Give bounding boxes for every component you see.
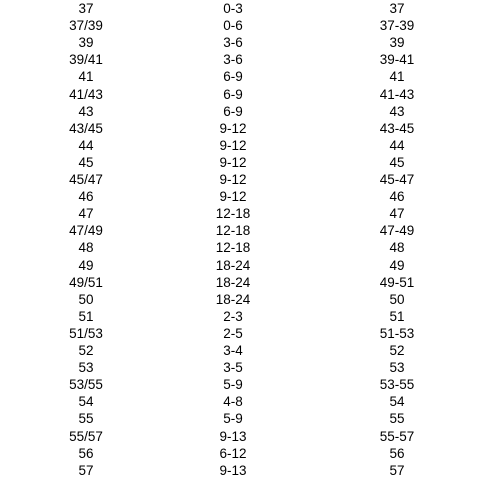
table-row — [0, 291, 500, 308]
size-cell: 55 — [78, 411, 94, 427]
size-range-cell: 45 — [389, 154, 405, 170]
size-range-cell: 49-51 — [379, 274, 415, 290]
age-range-cell: 9-13 — [219, 462, 247, 478]
size-cell: 48 — [78, 240, 94, 256]
age-range-cell: 6-9 — [223, 103, 243, 119]
table-row — [0, 171, 500, 188]
age-range-cell: 4-8 — [223, 394, 243, 410]
age-range-cell: 9-12 — [219, 154, 247, 170]
age-range-cell: 9-12 — [219, 137, 247, 153]
age-range-cell: 5-9 — [223, 377, 243, 393]
table-row — [0, 274, 500, 291]
size-range-cell: 48 — [389, 240, 405, 256]
size-range-cell: 45-47 — [379, 172, 415, 187]
size-range-cell: 37 — [389, 1, 405, 16]
age-range-cell: 2-3 — [223, 308, 243, 324]
size-range-cell: 49 — [389, 257, 405, 273]
size-cell: 51/53 — [69, 325, 103, 341]
size-cell: 47/49 — [69, 223, 103, 239]
age-range-cell: 3-4 — [223, 343, 243, 358]
size-cell: 45/47 — [69, 172, 103, 187]
size-cell: 39 — [78, 35, 94, 51]
table-row — [0, 0, 500, 17]
age-range-cell: 18-24 — [215, 257, 251, 273]
size-cell: 43/45 — [69, 120, 103, 136]
size-range-cell: 39 — [389, 35, 405, 51]
table-row — [0, 137, 500, 154]
size-cell: 57 — [78, 462, 94, 478]
size-cell: 49/51 — [69, 274, 103, 290]
size-range-cell: 47 — [389, 206, 405, 222]
age-range-cell: 12-18 — [215, 240, 251, 256]
size-cell: 46 — [78, 189, 94, 205]
size-cell: 39/41 — [69, 52, 103, 68]
table-row — [0, 325, 500, 342]
table-row — [0, 359, 500, 376]
size-range-cell: 51 — [389, 308, 405, 324]
table-row — [0, 428, 500, 445]
table-row — [0, 376, 500, 393]
size-cell: 54 — [78, 394, 94, 410]
size-range-cell: 46 — [389, 189, 405, 205]
size-range-cell: 53-55 — [379, 377, 415, 393]
table-row — [0, 222, 500, 239]
table-row — [0, 188, 500, 205]
age-range-cell: 2-5 — [223, 325, 243, 341]
age-range-cell: 6-12 — [219, 445, 247, 461]
size-cell: 37 — [78, 1, 94, 16]
size-range-cell: 55 — [389, 411, 405, 427]
table-row — [0, 68, 500, 85]
size-range-cell: 53 — [389, 360, 405, 376]
age-range-cell: 9-13 — [219, 428, 247, 444]
age-range-cell: 5-9 — [223, 411, 243, 427]
size-range-cell: 50 — [389, 291, 405, 307]
age-range-cell: 3-5 — [223, 360, 243, 376]
size-cell: 51 — [78, 308, 94, 324]
age-range-cell: 3-6 — [223, 52, 243, 68]
size-range-cell: 47-49 — [379, 223, 415, 239]
size-cell: 37/39 — [69, 18, 103, 34]
table-row — [0, 410, 500, 427]
table-row — [0, 154, 500, 171]
table-row — [0, 393, 500, 410]
size-range-cell: 41 — [389, 69, 405, 85]
size-cell: 41/43 — [69, 86, 103, 102]
table-row — [0, 34, 500, 51]
size-cell: 43 — [78, 103, 94, 119]
size-range-cell: 56 — [389, 445, 405, 461]
age-range-cell: 0-3 — [223, 1, 243, 16]
size-range-cell: 44 — [389, 137, 405, 153]
age-range-cell: 0-6 — [223, 18, 243, 34]
table-row — [0, 239, 500, 256]
table-row — [0, 51, 500, 68]
size-range-cell: 54 — [389, 394, 405, 410]
age-range-cell: 12-18 — [215, 206, 251, 222]
age-range-cell: 6-9 — [223, 69, 243, 85]
age-range-cell: 3-6 — [223, 35, 243, 51]
size-cell: 50 — [78, 291, 94, 307]
size-range-cell: 55-57 — [379, 428, 415, 444]
age-range-cell: 9-12 — [219, 189, 247, 205]
size-range-cell: 37-39 — [379, 18, 415, 34]
size-cell: 53/55 — [69, 377, 103, 393]
table-row — [0, 205, 500, 222]
size-cell: 55/57 — [69, 428, 103, 444]
size-cell: 45 — [78, 154, 94, 170]
size-range-cell: 43-45 — [379, 120, 415, 136]
size-cell: 44 — [78, 137, 94, 153]
size-cell: 52 — [78, 343, 94, 358]
table-row — [0, 342, 500, 359]
table-row — [0, 308, 500, 325]
table-row — [0, 17, 500, 34]
table-row — [0, 445, 500, 462]
table-row — [0, 103, 500, 120]
age-range-cell: 18-24 — [215, 291, 251, 307]
age-range-cell: 6-9 — [223, 86, 243, 102]
size-cell: 47 — [78, 206, 94, 222]
size-range-cell: 51-53 — [379, 325, 415, 341]
table-row — [0, 120, 500, 137]
size-range-cell: 43 — [389, 103, 405, 119]
age-range-cell: 9-12 — [219, 120, 247, 136]
table-row — [0, 462, 500, 479]
size-cell: 53 — [78, 360, 94, 376]
size-cell: 49 — [78, 257, 94, 273]
age-range-cell: 9-12 — [219, 172, 247, 187]
size-cell: 56 — [78, 445, 94, 461]
age-range-cell: 18-24 — [215, 274, 251, 290]
table-row — [0, 257, 500, 274]
age-range-cell: 12-18 — [215, 223, 251, 239]
table-row — [0, 86, 500, 103]
size-range-cell: 41-43 — [379, 86, 415, 102]
size-cell: 41 — [78, 69, 94, 85]
size-range-cell: 52 — [389, 343, 405, 358]
size-range-cell: 39-41 — [379, 52, 415, 68]
size-range-cell: 57 — [389, 462, 405, 478]
